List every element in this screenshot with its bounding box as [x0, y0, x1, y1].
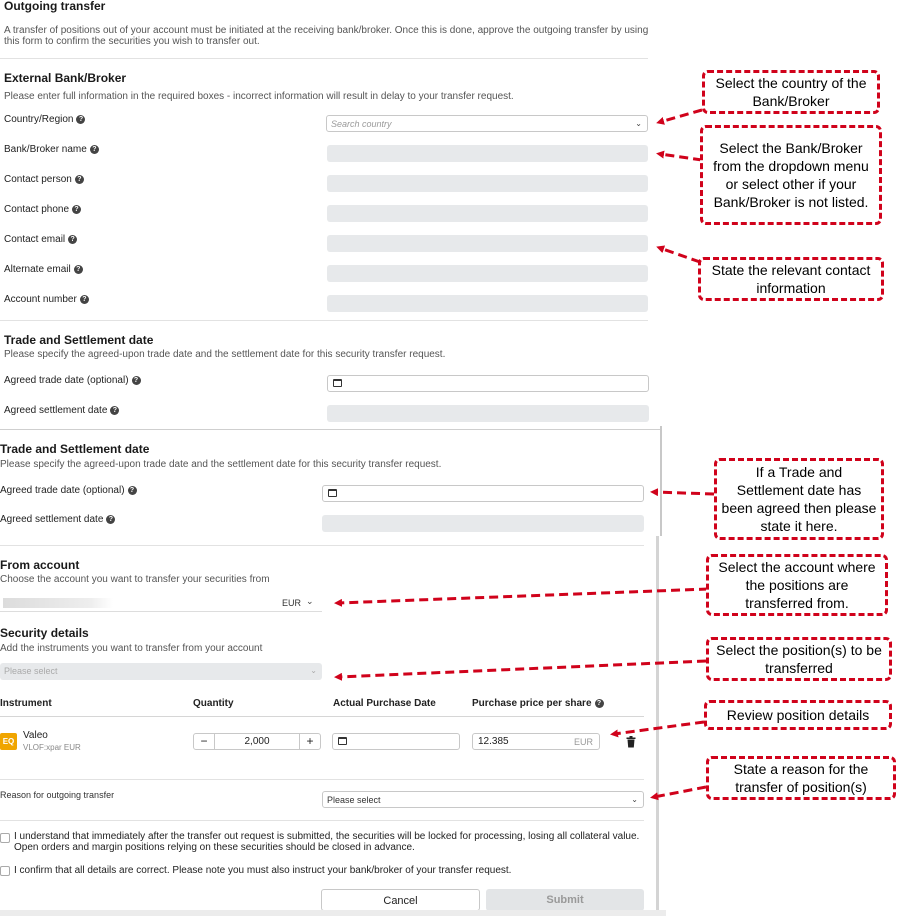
external-description: Please enter full information in the required boxes - incorrect information will result in delay to your transfer request. — [4, 91, 514, 102]
chevron-down-icon: ⌄ — [310, 666, 317, 675]
submit-button[interactable]: Submit — [486, 889, 644, 911]
help-icon[interactable]: ? — [110, 406, 119, 415]
bottom-bar — [0, 910, 666, 916]
details-confirm-checkbox[interactable] — [0, 866, 10, 876]
contact-email-field[interactable] — [327, 235, 648, 252]
divider — [0, 779, 644, 780]
trade1-settle-label: Agreed settlement date ? — [4, 405, 119, 416]
screenshot-separator — [0, 429, 660, 430]
help-icon[interactable]: ? — [80, 295, 89, 304]
alternate-email-label: Alternate email ? — [4, 264, 83, 275]
callout-country: Select the country of the Bank/Broker — [702, 70, 880, 114]
divider — [0, 58, 648, 59]
quantity-input[interactable]: 2,000 — [244, 736, 270, 747]
trade2-description: Please specify the agreed-upon trade date and the settlement date for this security transfer request. — [0, 459, 442, 470]
help-icon[interactable]: ? — [595, 699, 604, 708]
arrow-contact — [660, 248, 700, 262]
divider — [0, 320, 648, 321]
account-select[interactable] — [0, 595, 322, 612]
callout-contact: State the relevant contact information — [698, 257, 884, 301]
col-instrument: Instrument — [0, 698, 52, 709]
purchase-date-input[interactable] — [332, 733, 460, 750]
from-account-description: Choose the account you want to transfer your securities from — [0, 574, 270, 585]
trade1-settlement-date-field[interactable] — [327, 405, 649, 422]
chevron-down-icon: ⌄ — [631, 795, 638, 804]
trade1-trade-label: Agreed trade date (optional) ? — [4, 375, 141, 386]
security-placeholder: Please select — [4, 666, 58, 676]
chevron-down-icon: ⌄ — [635, 119, 642, 128]
external-title: External Bank/Broker — [4, 71, 127, 85]
callout-bank: Select the Bank/Broker from the dropdown menu or select other if your Bank/Broker is not listed. — [700, 125, 882, 225]
trade2-trade-label: Agreed trade date (optional) ? — [0, 485, 137, 496]
chevron-down-icon: ⌄ — [306, 596, 314, 606]
trade1-trade-date-input[interactable] — [327, 375, 649, 392]
increment-button[interactable]: + — [299, 734, 320, 749]
arrow-trade — [654, 492, 714, 494]
arrow-country — [660, 110, 702, 122]
help-icon[interactable]: ? — [132, 376, 141, 385]
instrument-name: Valeo — [23, 730, 48, 741]
help-icon[interactable]: ? — [74, 265, 83, 274]
calendar-icon — [333, 379, 342, 387]
contact-phone-label: Contact phone ? — [4, 204, 81, 215]
callout-positions: Select the position(s) to be transferred — [706, 637, 892, 681]
arrow-account — [338, 589, 708, 603]
security-description: Add the instruments you want to transfer from your account — [0, 643, 263, 654]
decrement-button[interactable]: − — [194, 734, 215, 749]
trade2-settle-label: Agreed settlement date ? — [0, 514, 115, 525]
scrollbar-thumb[interactable] — [656, 536, 659, 916]
country-select[interactable] — [326, 115, 648, 132]
col-purchase-price: Purchase price per share ? — [472, 698, 604, 709]
details-confirm-text: I confirm that all details are correct. Please note you must also instruct your bank/broker of your transfer request. — [14, 865, 512, 876]
trade1-title: Trade and Settlement date — [4, 333, 154, 347]
callout-trade: If a Trade and Settlement date has been agreed then please state it here. — [714, 458, 884, 540]
quantity-stepper[interactable] — [193, 733, 321, 750]
help-icon[interactable]: ? — [75, 175, 84, 184]
instrument-symbol: VLOF:xpar EUR — [23, 743, 81, 752]
lock-acknowledge-checkbox[interactable] — [0, 833, 10, 843]
table-row — [0, 725, 644, 765]
country-label: Country/Region ? — [4, 114, 85, 125]
divider — [0, 545, 644, 546]
divider — [0, 820, 644, 821]
account-number-label: Account number ? — [4, 294, 89, 305]
purchase-price-value: 12.385 — [478, 736, 509, 747]
trade2-title: Trade and Settlement date — [0, 442, 150, 456]
security-title: Security details — [0, 626, 89, 640]
equity-badge: EQ — [0, 733, 17, 750]
help-icon[interactable]: ? — [128, 486, 137, 495]
trade2-settlement-date-field[interactable] — [322, 515, 644, 532]
help-icon[interactable]: ? — [76, 115, 85, 124]
from-account-title: From account — [0, 558, 80, 572]
contact-person-field[interactable] — [327, 175, 648, 192]
arrow-reason — [654, 787, 706, 797]
bank-label: Bank/Broker name ? — [4, 144, 99, 155]
alternate-email-field[interactable] — [327, 265, 648, 282]
callout-review: Review position details — [704, 700, 892, 730]
divider — [0, 716, 644, 717]
help-icon[interactable]: ? — [72, 205, 81, 214]
country-placeholder: Search country — [331, 119, 392, 129]
outgoing-description: A transfer of positions out of your account must be initiated at the receiving bank/broker. Once this is done, approve the outgoing transfer by using this form to confirm the securities you wish to transfer out. — [4, 25, 649, 47]
blurred-account-name — [3, 598, 113, 608]
arrow-positions — [338, 661, 706, 677]
trade2-trade-date-input[interactable] — [322, 485, 644, 502]
trade1-description: Please specify the agreed-upon trade date and the settlement date for this security transfer request. — [4, 349, 446, 360]
outgoing-title: Outgoing transfer — [4, 0, 106, 13]
calendar-icon — [338, 737, 347, 745]
contact-person-label: Contact person ? — [4, 174, 84, 185]
arrow-bank — [660, 154, 702, 160]
help-icon[interactable]: ? — [106, 515, 115, 524]
calendar-icon — [328, 489, 337, 497]
purchase-price-input[interactable] — [472, 733, 600, 750]
callout-reason: State a reason for the transfer of position(s) — [706, 756, 896, 800]
reason-label: Reason for outgoing transfer — [0, 790, 115, 800]
security-select[interactable] — [0, 663, 322, 680]
lock-acknowledge-text: I understand that immediately after the transfer out request is submitted, the securities will be locked for processing, losing all collateral value. Open orders and margin positions relying on these securities should be closed in advance. — [14, 831, 640, 853]
bank-name-field[interactable] — [327, 145, 648, 162]
help-icon[interactable]: ? — [68, 235, 77, 244]
account-currency: EUR — [282, 598, 302, 608]
col-quantity: Quantity — [193, 698, 234, 709]
callout-account: Select the account where the positions are transferred from. — [706, 554, 888, 616]
reason-select[interactable] — [322, 791, 644, 808]
contact-email-label: Contact email ? — [4, 234, 77, 245]
trash-icon[interactable] — [626, 736, 636, 748]
reason-placeholder: Please select — [327, 795, 381, 805]
account-number-field[interactable] — [327, 295, 648, 312]
cancel-button[interactable]: Cancel — [321, 889, 480, 911]
scrollbar-track[interactable] — [660, 426, 662, 536]
purchase-price-currency: EUR — [573, 737, 593, 747]
contact-phone-field[interactable] — [327, 205, 648, 222]
help-icon[interactable]: ? — [90, 145, 99, 154]
col-purchase-date: Actual Purchase Date — [333, 698, 436, 709]
